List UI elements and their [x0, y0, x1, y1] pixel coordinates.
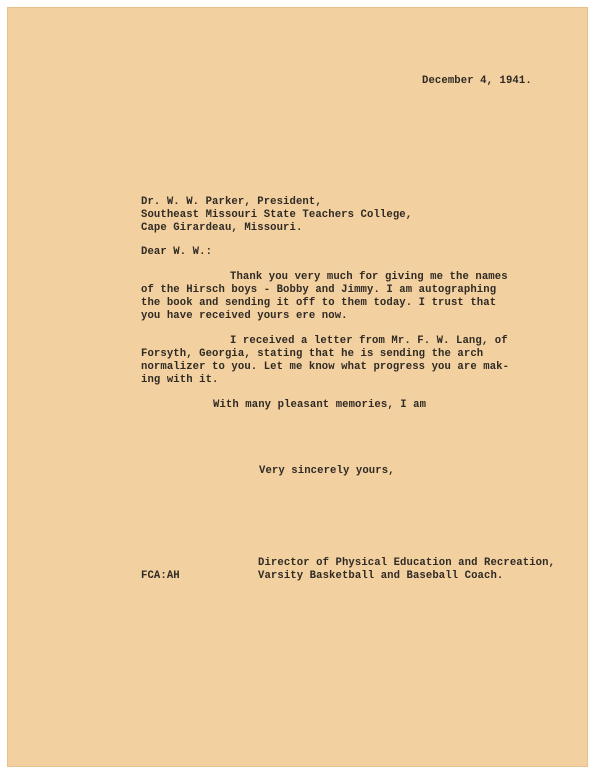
paragraph2-line: ing with it. — [141, 374, 219, 386]
salutation: Dear W. W.: — [141, 246, 213, 258]
paragraph1-line: Thank you very much for giving me the names — [230, 271, 508, 283]
paragraph3: With many pleasant memories, I am — [213, 399, 427, 411]
paragraph2-line: normalizer to you. Let me know what progress you are mak- — [141, 361, 510, 373]
signature-title-line: Varsity Basketball and Baseball Coach. — [258, 570, 504, 582]
signature-title-line: Director of Physical Education and Recreation, — [258, 557, 556, 569]
recipient-location: Cape Girardeau, Missouri. — [141, 222, 303, 234]
paragraph1-line: the book and sending it off to them today. I trust that — [141, 297, 497, 309]
recipient-name: Dr. W. W. Parker, President, — [141, 196, 322, 208]
paragraph2-line: Forsyth, Georgia, stating that he is sending the arch — [141, 348, 484, 360]
paragraph1-line: you have received yours ere now. — [141, 310, 348, 322]
letter-date: December 4, 1941. — [422, 75, 532, 87]
letter-page — [7, 7, 588, 767]
paragraph1-line: of the Hirsch boys - Bobby and Jimmy. I am autographing — [141, 284, 497, 296]
recipient-institution: Southeast Missouri State Teachers College, — [141, 209, 413, 221]
paragraph2-line: I received a letter from Mr. F. W. Lang, of — [230, 335, 508, 347]
reference-initials: FCA:AH — [141, 570, 180, 582]
closing: Very sincerely yours, — [259, 465, 395, 477]
